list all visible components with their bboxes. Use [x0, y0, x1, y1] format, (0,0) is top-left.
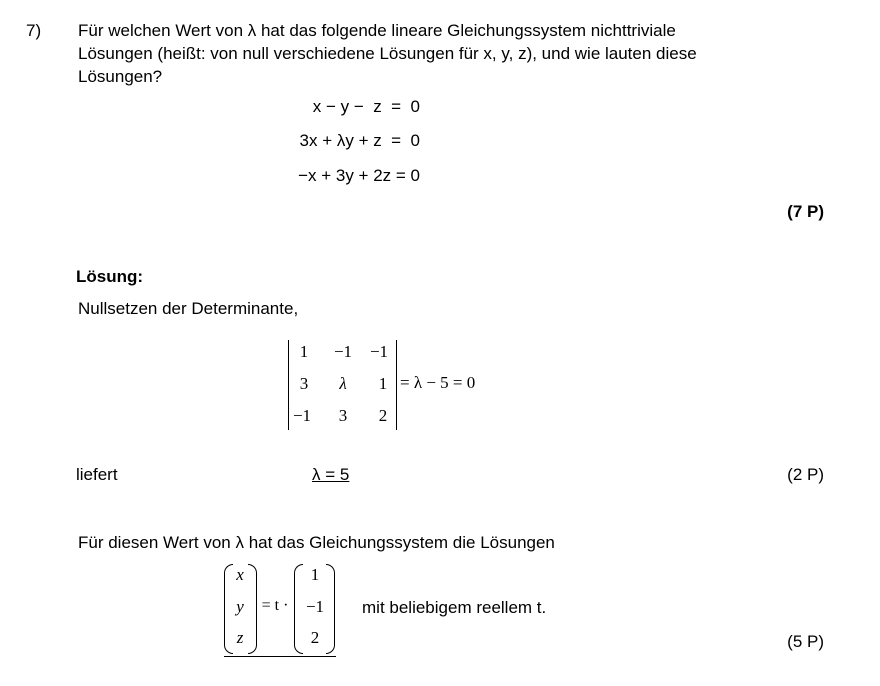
- lambda-result: λ = 5: [312, 465, 350, 484]
- equation-2: 3x + λy + z = 0: [299, 131, 420, 150]
- equation-3: −x + 3y + 2z = 0: [298, 166, 420, 185]
- vector-lhs-entry: y: [236, 597, 244, 616]
- det-cell: 3: [338, 406, 348, 425]
- det-cell: 1: [378, 374, 388, 393]
- solutions-intro: Für diesen Wert von λ hat das Gleichungssystem die Lösungen: [78, 533, 555, 552]
- lambda-points: (2 P): [787, 465, 824, 484]
- solution-heading: Lösung:: [76, 267, 144, 286]
- vector-text: mit beliebigem reellem t.: [362, 598, 547, 617]
- det-cell: −1: [333, 342, 353, 361]
- task-number: 7): [26, 21, 42, 40]
- det-cell: 2: [378, 406, 388, 425]
- det-cell: −1: [369, 342, 389, 361]
- determinant-right-bar: [396, 340, 397, 430]
- question-line-3: Lösungen?: [78, 67, 163, 86]
- det-cell: λ: [339, 374, 347, 393]
- determinant-result: = λ − 5 = 0: [400, 373, 476, 392]
- vector-lhs-entry: x: [236, 565, 244, 584]
- vector-lhs-entry: z: [236, 628, 244, 647]
- det-cell: 3: [299, 374, 309, 393]
- det-cell: −1: [292, 406, 312, 425]
- det-cell: 1: [299, 342, 309, 361]
- vector-underline: [224, 656, 336, 657]
- determinant: [286, 340, 406, 432]
- vector-equation: [222, 562, 342, 660]
- task-points: (7 P): [787, 202, 824, 221]
- yields-label: liefert: [76, 465, 118, 484]
- vector-operator: = t ·: [261, 597, 289, 614]
- vector-points: (5 P): [787, 632, 824, 651]
- vector-rhs-entry: 2: [310, 628, 320, 647]
- solution-intro: Nullsetzen der Determinante,: [78, 299, 299, 318]
- equation-1: x − y − z = 0: [312, 97, 420, 116]
- question-line-2: Lösungen (heißt: von null verschiedene Lösungen für x, y, z), und wie lauten diese: [78, 44, 697, 63]
- vector-rhs-entry: 1: [310, 565, 320, 584]
- vector-rhs-entry: −1: [305, 597, 325, 616]
- question-line-1: Für welchen Wert von λ hat das folgende lineare Gleichungssystem nichttriviale: [78, 21, 676, 40]
